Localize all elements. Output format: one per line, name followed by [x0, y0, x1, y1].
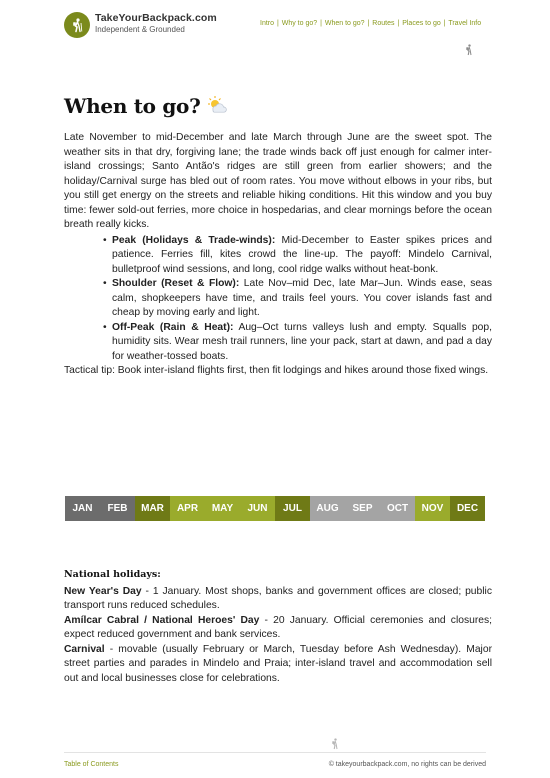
hiker-logo-icon[interactable] — [64, 12, 90, 38]
holiday-name: Amílcar Cabral / National Heroes' Day — [64, 614, 260, 626]
holiday-item — [64, 643, 492, 687]
top-navigation: Intro | Why to go? | When to go? | Routes | Places to go | Travel Info — [260, 20, 482, 27]
holiday-text: - 20 January. Official ceremonies and closures; expect reduced government and bank services. — [64, 614, 493, 640]
holiday-item — [64, 614, 492, 643]
month-season-strip — [65, 496, 485, 521]
month-oct: OCT — [380, 496, 415, 521]
brand-tagline: Independent & Grounded — [95, 25, 185, 34]
table-of-contents-link[interactable]: Table of Contents — [64, 761, 119, 768]
nav-places-to-go[interactable]: Places to go — [402, 20, 441, 27]
month-mar: MAR — [135, 496, 170, 521]
season-text: Mid-December to Easter spikes prices and patience. Ferries fill, kites crowd the line-up. The payoff: Mindelo Carnival, bulletproof wind sessions, and long, cool ridge walks without heat-bonk. — [112, 234, 492, 275]
title-row — [64, 91, 227, 121]
season-label: Peak (Holidays & Trade-winds): — [112, 234, 276, 246]
sun-cloud-icon — [207, 95, 227, 118]
season-peak — [112, 234, 492, 278]
month-dec: DEC — [450, 496, 485, 521]
national-holidays-section — [64, 568, 492, 686]
season-shoulder — [112, 277, 492, 321]
season-list — [64, 234, 492, 365]
season-text: Late Nov–mid Dec, late Mar–Jun. Winds ease, seas calm, shopkeepers have time, and trails feel yours. You cover islands fast and cheap by moving early and light. — [112, 278, 493, 318]
season-label: Shoulder (Reset & Flow): — [112, 278, 240, 289]
month-aug: AUG — [310, 496, 345, 521]
page-footer — [0, 752, 550, 778]
page-title: When to go? — [64, 94, 201, 118]
nav-routes[interactable]: Routes — [372, 20, 395, 27]
brand-name[interactable]: TakeYourBackpack.com — [95, 12, 217, 24]
season-off-peak — [112, 321, 492, 365]
tactical-tip: Tactical tip: Book inter-island flights first, then fit lodgings and hikes around those fixed wings. — [64, 365, 489, 376]
footer-divider — [64, 752, 486, 753]
hiker-icon — [464, 43, 474, 61]
month-nov: NOV — [415, 496, 450, 521]
nav-when-to-go[interactable]: When to go? — [324, 20, 365, 27]
month-jun: JUN — [240, 496, 275, 521]
holiday-text: - movable (usually February or March, Tuesday before Ash Wednesday). Major street parties and parades in Mindelo and Praia; inter-island travel and accommodation sell out and local businesses close for celebrations. — [64, 643, 492, 684]
nav-travel-info[interactable]: Travel Info — [448, 20, 482, 27]
month-jan: JAN — [65, 496, 100, 521]
month-may: MAY — [205, 496, 240, 521]
season-label: Off-Peak (Rain & Heat): — [112, 321, 234, 333]
nav-intro[interactable]: Intro — [260, 20, 275, 27]
holidays-title: National holidays: — [64, 569, 161, 580]
month-sep: SEP — [345, 496, 380, 521]
intro-paragraph: Late November to mid-December and late March through June are the sweet spot. The weather sits in that dry, forgiving lane; the trade winds back off just enough for calmer inter-island crossings; Santo Antão's ridges are still green from earlier showers; and the holiday/Carnival surge has bled out of room rates. You move without elbows in your ribs, but you still get energy on the streets and reliable hiking conditions. Hit this window and you buy time: fewer sold-out ferries, more choice in hospedarias, and clear mornings before the ocean breath really kicks. — [64, 132, 492, 230]
month-feb: FEB — [100, 496, 135, 521]
holiday-text: - 1 January. Most shops, banks and government offices are closed; public transport runs reduced schedules. — [64, 585, 492, 611]
page-header — [0, 0, 550, 52]
holiday-item — [64, 585, 492, 614]
month-jul: JUL — [275, 496, 310, 521]
month-apr: APR — [170, 496, 205, 521]
holiday-name: Carnival — [64, 643, 105, 655]
when-to-go-section — [64, 131, 492, 379]
season-text: Aug–Oct turns valleys lush and empty. Squalls pop, humidity sits. Wear mesh trail runners, line your pack, start at dawn, and pad a day for weather-tossed boats. — [112, 321, 492, 362]
nav-why-to-go[interactable]: Why to go? — [281, 20, 318, 27]
copyright-notice: © takeyourbackpack.com, no rights can be derived — [328, 761, 486, 768]
holiday-name: New Year's Day — [64, 585, 142, 597]
